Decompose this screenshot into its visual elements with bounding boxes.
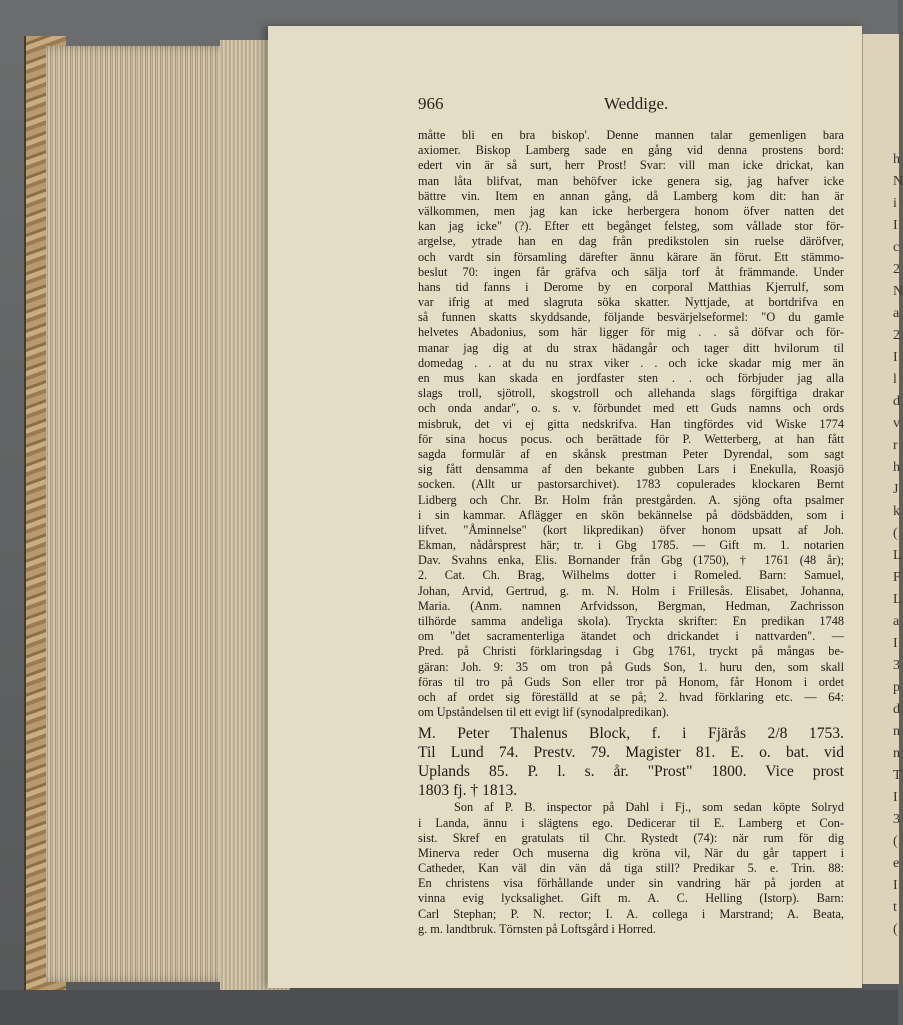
text-line: misbruk, det vi ej gitta nedskrifva. Han tingfördes vid Wiske 1774 xyxy=(418,416,844,431)
next-page-glyph: 2 xyxy=(893,328,900,343)
text-line: om Upståndelsen til ett evigt lif (synodalpredikan). xyxy=(418,705,670,720)
next-page-glyph: I xyxy=(893,350,898,365)
next-page-glyph: r xyxy=(893,438,898,453)
next-page-glyph: 2 xyxy=(893,262,900,277)
next-page-glyph: a xyxy=(893,614,900,629)
next-page-glyph: I xyxy=(893,790,898,805)
next-page-glyph: d xyxy=(893,394,900,409)
next-page-glyph: N xyxy=(893,284,903,299)
next-page-fragment xyxy=(862,34,903,984)
next-page-glyph: 3 xyxy=(893,812,900,827)
text-line: vinna evig lycksalighet. Gift m. A. C. Helling (Istorp). Barn: xyxy=(418,891,844,906)
scan-bottom-band xyxy=(0,990,898,1025)
next-page-glyph: L xyxy=(893,548,902,563)
text-line: måtte bli en bra biskop'. Denne mannen talar gemenligen bara xyxy=(418,128,844,142)
text-line: Catheder, Kan väl din vän då tiga still? Predikar 5. e. Trin. 88: xyxy=(418,861,844,876)
next-page-glyph: I xyxy=(893,218,898,233)
next-page-glyph: T xyxy=(893,768,902,783)
text-line: var ifrig at med slagruta söka skatter. Nyttjade, at bortdrifva en xyxy=(418,295,844,310)
next-page-glyph: i xyxy=(893,196,897,211)
text-line: axiomer. Biskop Lamberg sade en gång vid denna prostens bord: xyxy=(418,143,844,158)
text-line: välkommen, men jag kan icke herbergera honom öfver natten det xyxy=(418,203,844,218)
text-line: slags troll, sjötroll, skogstroll och allehanda slags förgiftiga drakar xyxy=(418,386,844,401)
paragraph-1 xyxy=(418,128,844,720)
text-line: i Landa, ännu i slägtens ego. Dedicerar til E. Lamberg et Con- xyxy=(418,815,844,830)
text-line: en mus kan skada en jordfaster sten . . och förbjuder jag alla xyxy=(418,371,844,385)
text-line: manar jag dig at du strax hädangår och tager ditt hvilorum til xyxy=(418,340,844,355)
next-page-glyph: ( xyxy=(893,526,898,541)
text-line: och af ordet sig föreställd at se på; 2. hvad förklaring etc. — 64: xyxy=(418,689,844,704)
next-page-glyph: ( xyxy=(893,834,898,849)
text-line: Son af P. B. inspector på Dahl i Fj., som sedan köpte Solryd xyxy=(454,800,844,815)
text-line: föras til tro på Guds Son eller tror på Honom, får Honom i ordet xyxy=(418,674,844,689)
page-text xyxy=(418,128,844,937)
next-page-glyph: ( xyxy=(893,922,898,937)
next-page-glyph: c xyxy=(893,240,900,255)
text-line: sagda formulär af en skånsk prestman Peter Dyrendal, som sagt xyxy=(418,446,844,461)
text-line: Maria. (Anm. namnen Arfvidsson, Bergman, Hedman, Zachrisson xyxy=(418,598,844,613)
text-line: lifvet. "Åminnelse" (kort likpredikan) öfver honom upsatt af Joh. xyxy=(418,522,844,537)
text-line: g. m. landtbruk. Törnsten på Loftsgård i Horred. xyxy=(418,921,656,936)
next-page-glyph: e xyxy=(893,856,900,871)
text-line: Carl Stephan; P. N. rector; I. A. collega i Marstrand; A. Beata, xyxy=(418,906,844,921)
next-page-glyph: a xyxy=(893,306,900,321)
text-line: sist. Skref en gratulats til Chr. Rystedt (74): när rum för dig xyxy=(418,830,844,845)
text-line: 2. Cat. Ch. Brag, Wilhelms dotter i Romeled. Barn: Samuel, xyxy=(418,568,844,583)
next-page-glyph: v xyxy=(893,416,900,431)
next-page-glyph: n xyxy=(893,746,900,761)
text-line: och vardt sin församling därefter ännu kärare än förut. Ett stämmo- xyxy=(418,249,844,264)
page-number: 966 xyxy=(418,94,444,113)
text-line: Minerva reder Och muserna dig kröna vil, När du går tappert i xyxy=(418,845,844,860)
next-page-glyph: L xyxy=(893,592,902,607)
text-line: om "det sacramenterliga ätandet och drickandet i nattvarden". — xyxy=(418,629,844,644)
text-line: hans tid fanns i Derome by en corporal Matthias Kjerrulf, som xyxy=(418,279,844,294)
next-page-glyph: p xyxy=(893,680,900,695)
biography-entry-heading xyxy=(418,724,844,800)
text-line: helvetes Abadonius, som här ligger för mig . . så döfvar och för- xyxy=(418,325,844,340)
text-line: Uplands 85. P. l. s. år. "Prost" 1800. Vice prost xyxy=(418,763,844,781)
next-page-glyph: t xyxy=(893,900,897,915)
next-page-glyph: d xyxy=(893,702,900,717)
text-line: 1803 fj. † 1813. xyxy=(418,782,518,800)
text-line: En christens visa förhållande under sin vandring här på jorden at xyxy=(418,876,844,891)
text-line: socken. (Allt ur pastorsarchivet). 1783 copulerades klockaren Bernt xyxy=(418,477,844,492)
text-line: sig fått densamma af den bekante gubben Lars i Enekulla, Roasjö xyxy=(418,462,844,477)
text-line: så funnen skatts skyddsande, följande besvärjelseformel: "O du gamle xyxy=(418,310,844,325)
text-line: edert vin är så surt, herr Prost! Svar: vill man icke drickat, kan xyxy=(418,158,844,173)
text-line: gäran: Joh. 9: 35 om tron på Guds Son, 1. huru den, som skall xyxy=(418,659,844,674)
next-page-glyph: h xyxy=(893,460,900,475)
next-page-glyph: k xyxy=(893,504,900,519)
next-page-glyph: h xyxy=(893,152,900,167)
next-page-glyph: I xyxy=(893,636,898,651)
text-line: Til Lund 74. Prestv. 79. Magister 81. E. o. bat. vid xyxy=(418,744,844,762)
text-line: kan jag icke" (?). Efter ett begånget felsteg, som vållade stor för- xyxy=(418,219,844,234)
text-line: tilhörde samma andeliga skola). Tryckta skrifter: En predikan 1748 xyxy=(418,614,844,628)
text-line: man låta blifvat, man behöfver icke genera sig, jag hafver icke xyxy=(418,173,844,188)
next-page-glyph: n xyxy=(893,724,900,739)
next-page-glyph: l xyxy=(893,372,897,387)
next-page-glyph: J xyxy=(893,482,899,497)
text-line: Dav. Svahns enka, Elis. Bornander från Gbg (1750), † 1761 (48 år); xyxy=(418,553,844,568)
text-line: bättre vin. Item en annan gång, då Lamberg kom dit: han är xyxy=(418,188,844,203)
text-line: Ekman, nådårsprest här; tr. i Gbg 1785. — Gift m. 1. notarien xyxy=(418,538,844,553)
next-page-glyph: F xyxy=(893,570,901,585)
page-header xyxy=(418,94,858,116)
text-line: och onda andar", o. s. v. förbundet med ett Guds namns och ords xyxy=(418,401,844,416)
text-line: Lidberg och Chr. Br. Holm från prestgården. A. sjöng ofta psalmer xyxy=(418,492,844,507)
text-line: för sina hocus pocus. och berättade för P. Wetterberg, at han fått xyxy=(418,431,844,446)
text-line: Pred. på Christi förklaringsdag i Gbg 1761, tryckt på mångas be- xyxy=(418,644,844,659)
next-page-glyph: N xyxy=(893,174,903,189)
paragraph-2 xyxy=(418,800,844,937)
next-page-glyph: 3 xyxy=(893,658,900,673)
text-line: i sin kammar. Aflägger en skön bekännelse på dödsbädden, som i xyxy=(418,507,844,522)
page-block-edges xyxy=(46,46,242,982)
text-line: domedag . . at du nu strax viker . . och icke skadar mig mer än xyxy=(418,355,844,370)
next-page-glyph: I xyxy=(893,878,898,893)
text-line: M. Peter Thalenus Block, f. i Fjärås 2/8 1753. xyxy=(418,725,844,743)
running-title: Weddige. xyxy=(604,94,669,113)
text-line: Johan, Arvid, Gertrud, g. m. N. Holm i Frillesås. Elisabet, Johanna, xyxy=(418,583,844,598)
text-line: beslut 70: ingen får gräfva och sälja torf åt främmande. Under xyxy=(418,264,844,279)
text-line: argelse, ytrade han en dag från predikstolen sin ruelse däröfver, xyxy=(418,234,844,249)
